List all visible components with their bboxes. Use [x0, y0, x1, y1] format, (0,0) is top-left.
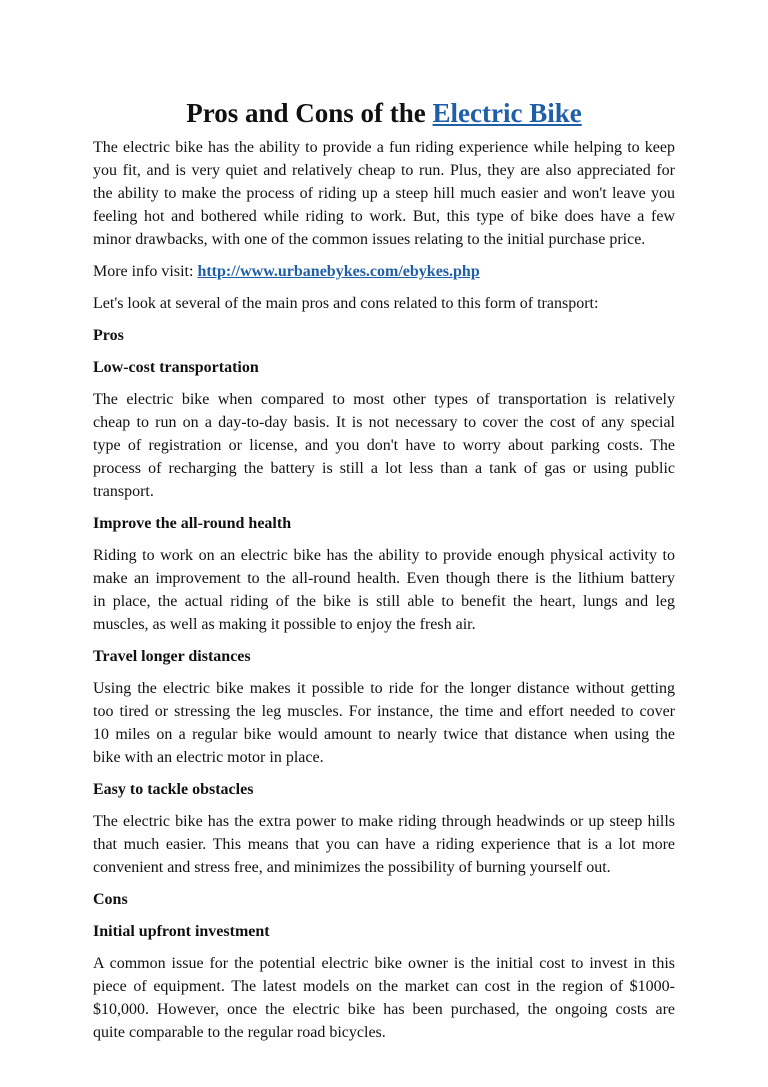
cons-section — [93, 920, 675, 1044]
text-line: type of registration or license, and you don't have to worry about parking costs. The — [93, 437, 675, 454]
text-line: feeling hot and bothered while riding to work. But, this type of bike does have a few — [93, 208, 675, 225]
text-line: $10,000. However, once the electric bike has been purchased, the ongoing costs are — [93, 1001, 675, 1018]
pros-section — [93, 356, 675, 879]
cons-heading: Cons — [93, 891, 128, 908]
section-paragraph — [93, 952, 675, 1044]
section-paragraph — [93, 677, 675, 769]
section-heading: Improve the all-round health — [93, 515, 292, 532]
intro-paragraph — [93, 136, 675, 251]
text-line: Riding to work on an electric bike has the ability to provide enough physical activity to — [93, 547, 675, 564]
section-heading: Initial upfront investment — [93, 923, 270, 940]
section-paragraph — [93, 388, 675, 503]
text-line: make an improvement to the all-round health. Even though there is the lithium battery — [93, 570, 675, 587]
text-line: The electric bike has the extra power to make riding through headwinds or up steep hills — [93, 813, 675, 830]
text-line: The electric bike has the ability to provide a fun riding experience while helping to keep — [93, 139, 675, 156]
text-line: the ability to make the process of riding up a steep hill much easier and won't leave you — [93, 185, 675, 202]
title-link[interactable]: Electric Bike — [432, 98, 582, 128]
text-line: transport. — [93, 483, 154, 500]
section-heading: Travel longer distances — [93, 648, 251, 665]
section-heading: Easy to tackle obstacles — [93, 781, 254, 798]
text-line: process of recharging the battery is still a lot less than a tank of gas or using public — [93, 460, 675, 477]
more-info-link[interactable]: http://www.urbanebykes.com/ebykes.php — [197, 263, 480, 280]
section-heading: Low-cost transportation — [93, 359, 259, 376]
text-line: cheap to run on a day-to-day basis. It is not necessary to cover the cost of any special — [93, 414, 675, 431]
section-paragraph — [93, 544, 675, 636]
text-line: muscles, as well as making it possible to enjoy the fresh air. — [93, 616, 476, 633]
section-paragraph — [93, 810, 675, 879]
text-line: bike with an electric motor in place. — [93, 749, 324, 766]
text-line: 10 miles on a regular bike would amount to nearly twice that distance when using the — [93, 726, 675, 743]
text-line: The electric bike when compared to most other types of transportation is relatively — [93, 391, 675, 408]
lead-paragraph: Let's look at several of the main pros and cons related to this form of transport: — [93, 295, 599, 312]
text-line: Using the electric bike makes it possible to ride for the longer distance without getting — [93, 680, 675, 697]
text-line: convenient and stress free, and minimizes the possibility of burning yourself out. — [93, 859, 611, 876]
more-info-line: More info visit: http://www.urbanebykes.com/ebykes.php — [93, 263, 480, 280]
text-line: piece of equipment. The latest models on the market can cost in the region of $1000- — [93, 978, 675, 995]
text-line: minor drawbacks, with one of the common issues relating to the initial purchase price. — [93, 231, 646, 248]
text-line: quite comparable to the regular road bicycles. — [93, 1024, 386, 1041]
text-line: too tired or stressing the leg muscles. For instance, the time and effort needed to cover — [93, 703, 675, 720]
pros-heading: Pros — [93, 327, 124, 344]
document-page — [93, 96, 675, 1053]
text-line: in place, the actual riding of the bike is still able to benefit the heart, lungs and leg — [93, 593, 675, 610]
text-line: that much easier. This means that you can have a riding experience that is a lot more — [93, 836, 675, 853]
text-line: A common issue for the potential electric bike owner is the initial cost to invest in this — [93, 955, 675, 972]
page-title: Pros and Cons of the Electric Bike — [186, 98, 582, 128]
text-line: you fit, and is very quiet and relatively cheap to run. Plus, they are also appreciated for — [93, 162, 675, 179]
